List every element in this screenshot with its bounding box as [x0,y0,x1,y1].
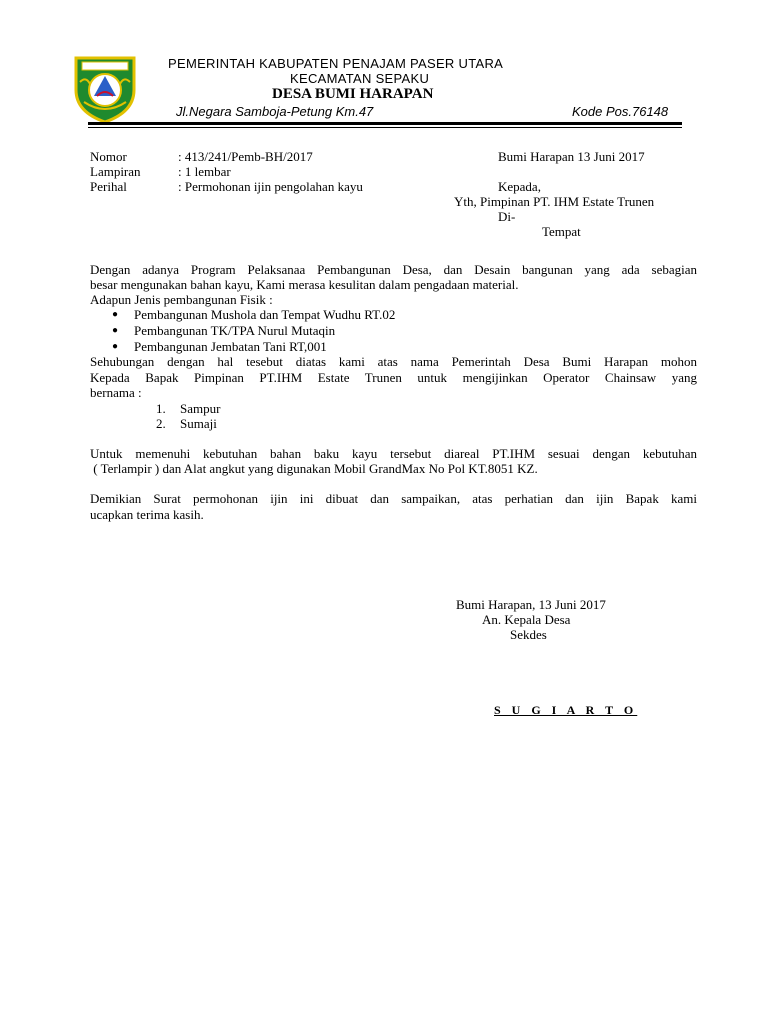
paragraph-3-line-1: Untuk memenuhi kebutuhan bahan baku kayu tersebut diareal PT.IHM sesuai dengan kebutuhan [90,446,697,461]
list-intro: Adapun Jenis pembangunan Fisik : [90,292,273,307]
operator-name: Sampur [180,401,221,416]
regency-crest-icon [70,52,140,124]
letterhead-divider-thin [88,127,682,128]
perihal-value: : Permohonan ijin pengolahan kayu [178,179,363,194]
paragraph-2-line-2: Kepada Bapak Pimpinan PT.IHM Estate Trunen untuk mengijinkan Operator Chainsaw yang [90,370,697,385]
bullet-icon: ● [112,341,119,352]
list-item: Pembangunan TK/TPA Nurul Mutaqin [134,323,336,338]
letterhead-address: Jl.Negara Samboja-Petung Km.47 [176,104,374,119]
list-item: Pembangunan Mushola dan Tempat Wudhu RT.02 [134,307,396,322]
addressee-recipient: Yth, Pimpinan PT. IHM Estate Trunen [454,194,655,209]
signatory-name: S U G I A R T O [494,703,638,717]
operator-number: 2. [156,416,166,431]
signature-position: Sekdes [510,627,547,642]
paragraph-1-line-2: besar mengunakan bahan kayu, Kami merasa kesulitan dalam pengadaan material. [90,277,519,292]
paragraph-4-line-1: Demikian Surat permohonan ijin ini dibuat dan sampaikan, atas perhatian dan ijin Bapak kami [90,491,697,506]
signature-on-behalf: An. Kepala Desa [482,612,571,627]
addressee-tempat: Tempat [542,224,581,239]
letter-date: Bumi Harapan 13 Juni 2017 [498,149,645,164]
nomor-label: Nomor [90,149,127,164]
lampiran-value: : 1 lembar [178,164,231,179]
letterhead-divider-thick [88,122,682,125]
perihal-label: Perihal [90,179,127,194]
bullet-icon: ● [112,325,119,336]
addressee-di: Di- [498,209,516,224]
signature-place-date: Bumi Harapan, 13 Juni 2017 [456,597,606,612]
letterhead-district: KECAMATAN SEPAKU [290,71,430,86]
operator-number: 1. [156,401,166,416]
list-item: Pembangunan Jembatan Tani RT,001 [134,339,327,354]
paragraph-4-line-2: ucapkan terima kasih. [90,507,204,522]
paragraph-2-line-3: bernama : [90,385,142,400]
nomor-value: : 413/241/Pemb-BH/2017 [178,149,313,164]
bullet-icon: ● [112,309,119,320]
paragraph-2-line-1: Sehubungan dengan hal tesebut diatas kami atas nama Pemerintah Desa Bumi Harapan mohon [90,354,697,369]
paragraph-1-line-1: Dengan adanya Program Pelaksanaa Pembangunan Desa, dan Desain bangunan yang ada sebagian [90,262,697,277]
letterhead-government: PEMERINTAH KABUPATEN PENAJAM PASER UTARA [168,56,504,71]
letterhead-postal-code: Kode Pos.76148 [572,104,669,119]
addressee-kepada: Kepada, [498,179,541,194]
letterhead-village: DESA BUMI HARAPAN [272,86,434,102]
lampiran-label: Lampiran [90,164,141,179]
paragraph-3-line-2: ( Terlampir ) dan Alat angkut yang digunakan Mobil GrandMax No Pol KT.8051 KZ. [90,461,538,476]
operator-name: Sumaji [180,416,217,431]
